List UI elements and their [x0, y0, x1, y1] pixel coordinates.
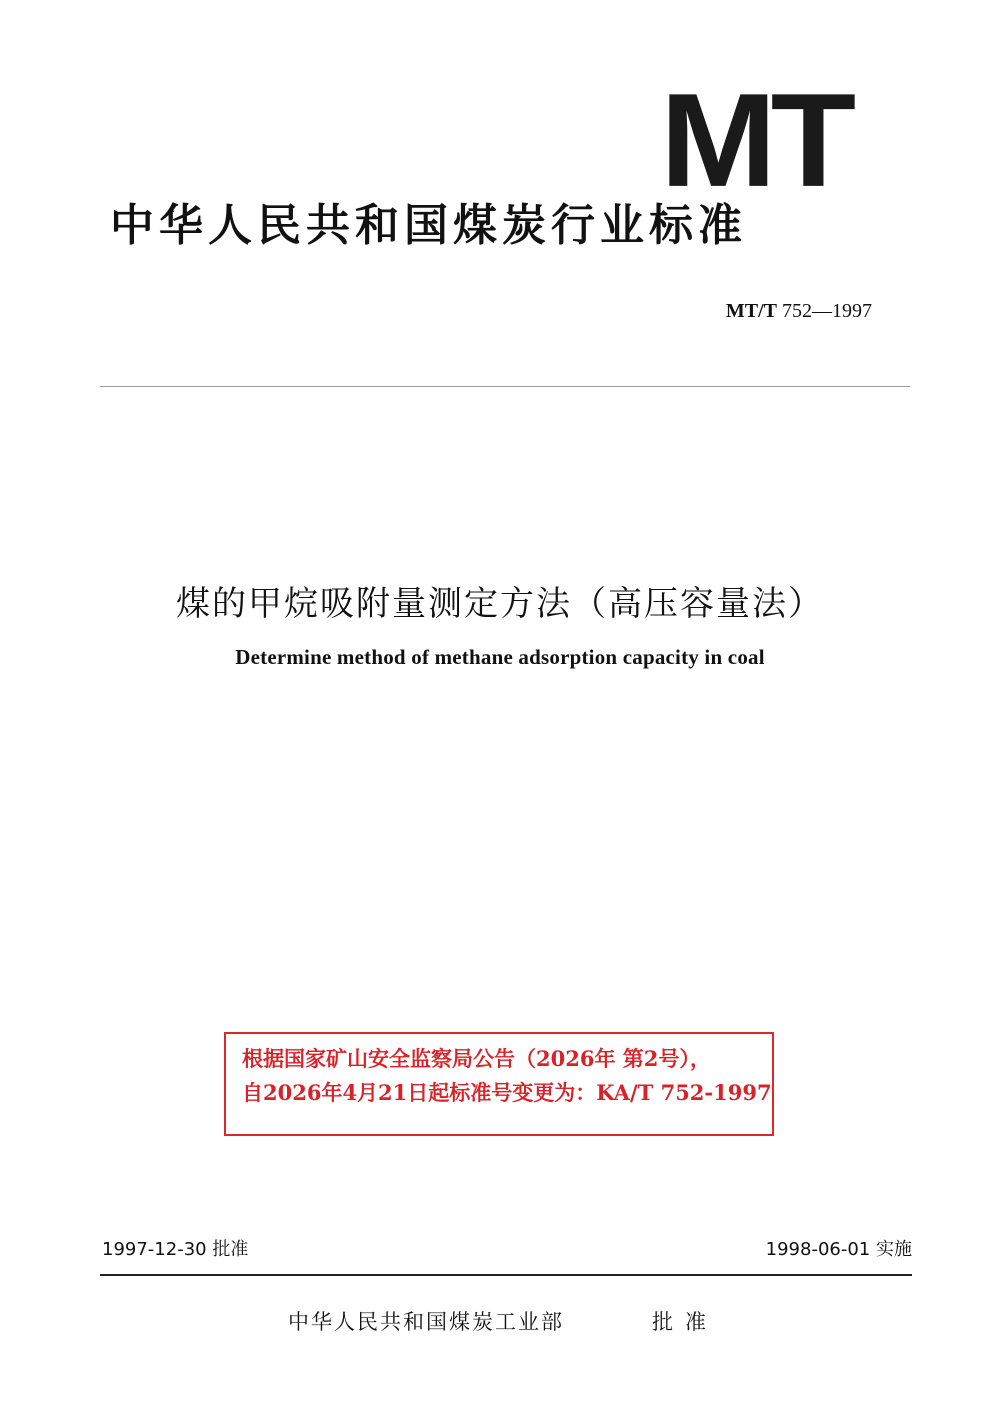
- document-title-cn: 煤的甲烷吸附量测定方法（高压容量法）: [176, 584, 824, 624]
- approval-label: 批准: [652, 1310, 718, 1334]
- mt-logo: MT: [660, 65, 851, 215]
- standard-category-title: 中华人民共和国煤炭行业标准: [110, 200, 747, 251]
- issuing-authority: 中华人民共和国煤炭工业部: [288, 1310, 564, 1334]
- implementation-date: 1998-06-01 实施: [765, 1239, 912, 1260]
- standard-code-prefix: MT/T: [725, 300, 777, 322]
- standard-code: [726, 296, 872, 326]
- document-title-en: Determine method of methane adsorption capacity in coal: [235, 645, 765, 669]
- notice-line-1: 根据国家矿山安全监察局公告（2026年 第2号），: [242, 1046, 711, 1071]
- issue-date: 1997-12-30 批准: [102, 1239, 249, 1260]
- footer-divider: [100, 1274, 912, 1276]
- standard-code-number: 752—1997: [782, 300, 872, 322]
- header-divider: [100, 386, 910, 387]
- notice-line-2: 自2026年4月21日起标准号变更为：KA/T 752-1997: [242, 1080, 772, 1105]
- notice-box: [224, 1032, 774, 1136]
